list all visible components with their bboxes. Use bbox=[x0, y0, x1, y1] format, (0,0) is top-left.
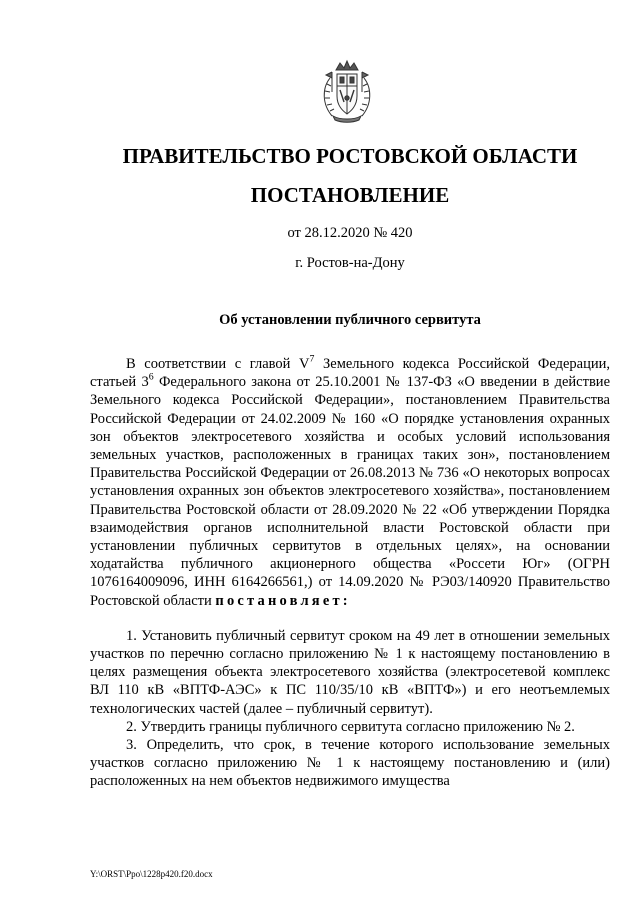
preamble-text-2: Земельного кодекса Российской Федерации, статьей 3 bbox=[90, 356, 610, 391]
preamble-text-1: В соответствии с главой V bbox=[126, 356, 310, 372]
preamble-text-3: Федерального закона от 25.10.2001 № 137-ФЗ «О введении в действие Земельного кодекса Российской Федерации», постановлением Правительства Российской Федерации от 24.02.2009 № 160 «О порядке установления охранных зон объектов электросетевого хозяйства и особых условий использования земельных участков, расположенных в границах таких зон», постановлением Правительства Российской Федерации от 26.08.2013 № 736 «О некоторых вопросах установления охранных зон объектов электросетевого хозяйства», постановлением Правительства Ростовской области от 28.09.2020 № 22 «Об утверждении Порядка взаимодействия органов исполнительной власти Ростовской области при установлении публичных сервитутов в отдельных целях», на основании ходатайства публичного акционерного общества «Россети Юг» (ОГРН 1076164009096, ИНН 6164266561,) от 14.09.2020 № РЭ03/140920 Правительство Ростовской области bbox=[90, 374, 610, 609]
document-body bbox=[90, 355, 610, 791]
chapter-superscript: 7 bbox=[309, 353, 315, 365]
document-date-number: от 28.12.2020 № 420 bbox=[287, 225, 413, 241]
clause-1: 1. Установить публичный сервитут сроком на 49 лет в отношении земельных участков по перечню согласно приложению № 1 к настоящему постановлению в целях размещения объекта электросетевого хозяйства (электросетевой комплекс ВЛ 110 кВ «ВПТФ-АЭС» к ПС 110/35/10 кВ «ВПТФ») и его неотъемлемых технологических частей (далее – публичный сервитут). bbox=[90, 627, 610, 717]
article-superscript: 6 bbox=[148, 371, 154, 383]
document-city: г. Ростов-на-Дону bbox=[295, 255, 405, 271]
file-path-footer: Y:\ORST\Ppo\1228p420.f20.docx bbox=[90, 869, 213, 879]
resolves-word: постановляет: bbox=[215, 592, 351, 609]
preamble-paragraph bbox=[90, 355, 610, 610]
document-subject: Об установлении публичного сервитута bbox=[219, 312, 481, 328]
document-type: ПОСТАНОВЛЕНИЕ bbox=[250, 183, 450, 207]
clause-2: 2. Утвердить границы публичного сервитута согласно приложению № 2. bbox=[126, 718, 575, 735]
organization-title: ПРАВИТЕЛЬСТВО РОСТОВСКОЙ ОБЛАСТИ bbox=[122, 144, 578, 168]
coat-of-arms-emblem bbox=[318, 58, 376, 124]
clause-3: 3. Определить, что срок, в течение которого использование земельных участков согласно приложению № 1 к настоящему постановлению и (или) расположенных на нем объектов недвижимого имущества bbox=[90, 737, 610, 790]
